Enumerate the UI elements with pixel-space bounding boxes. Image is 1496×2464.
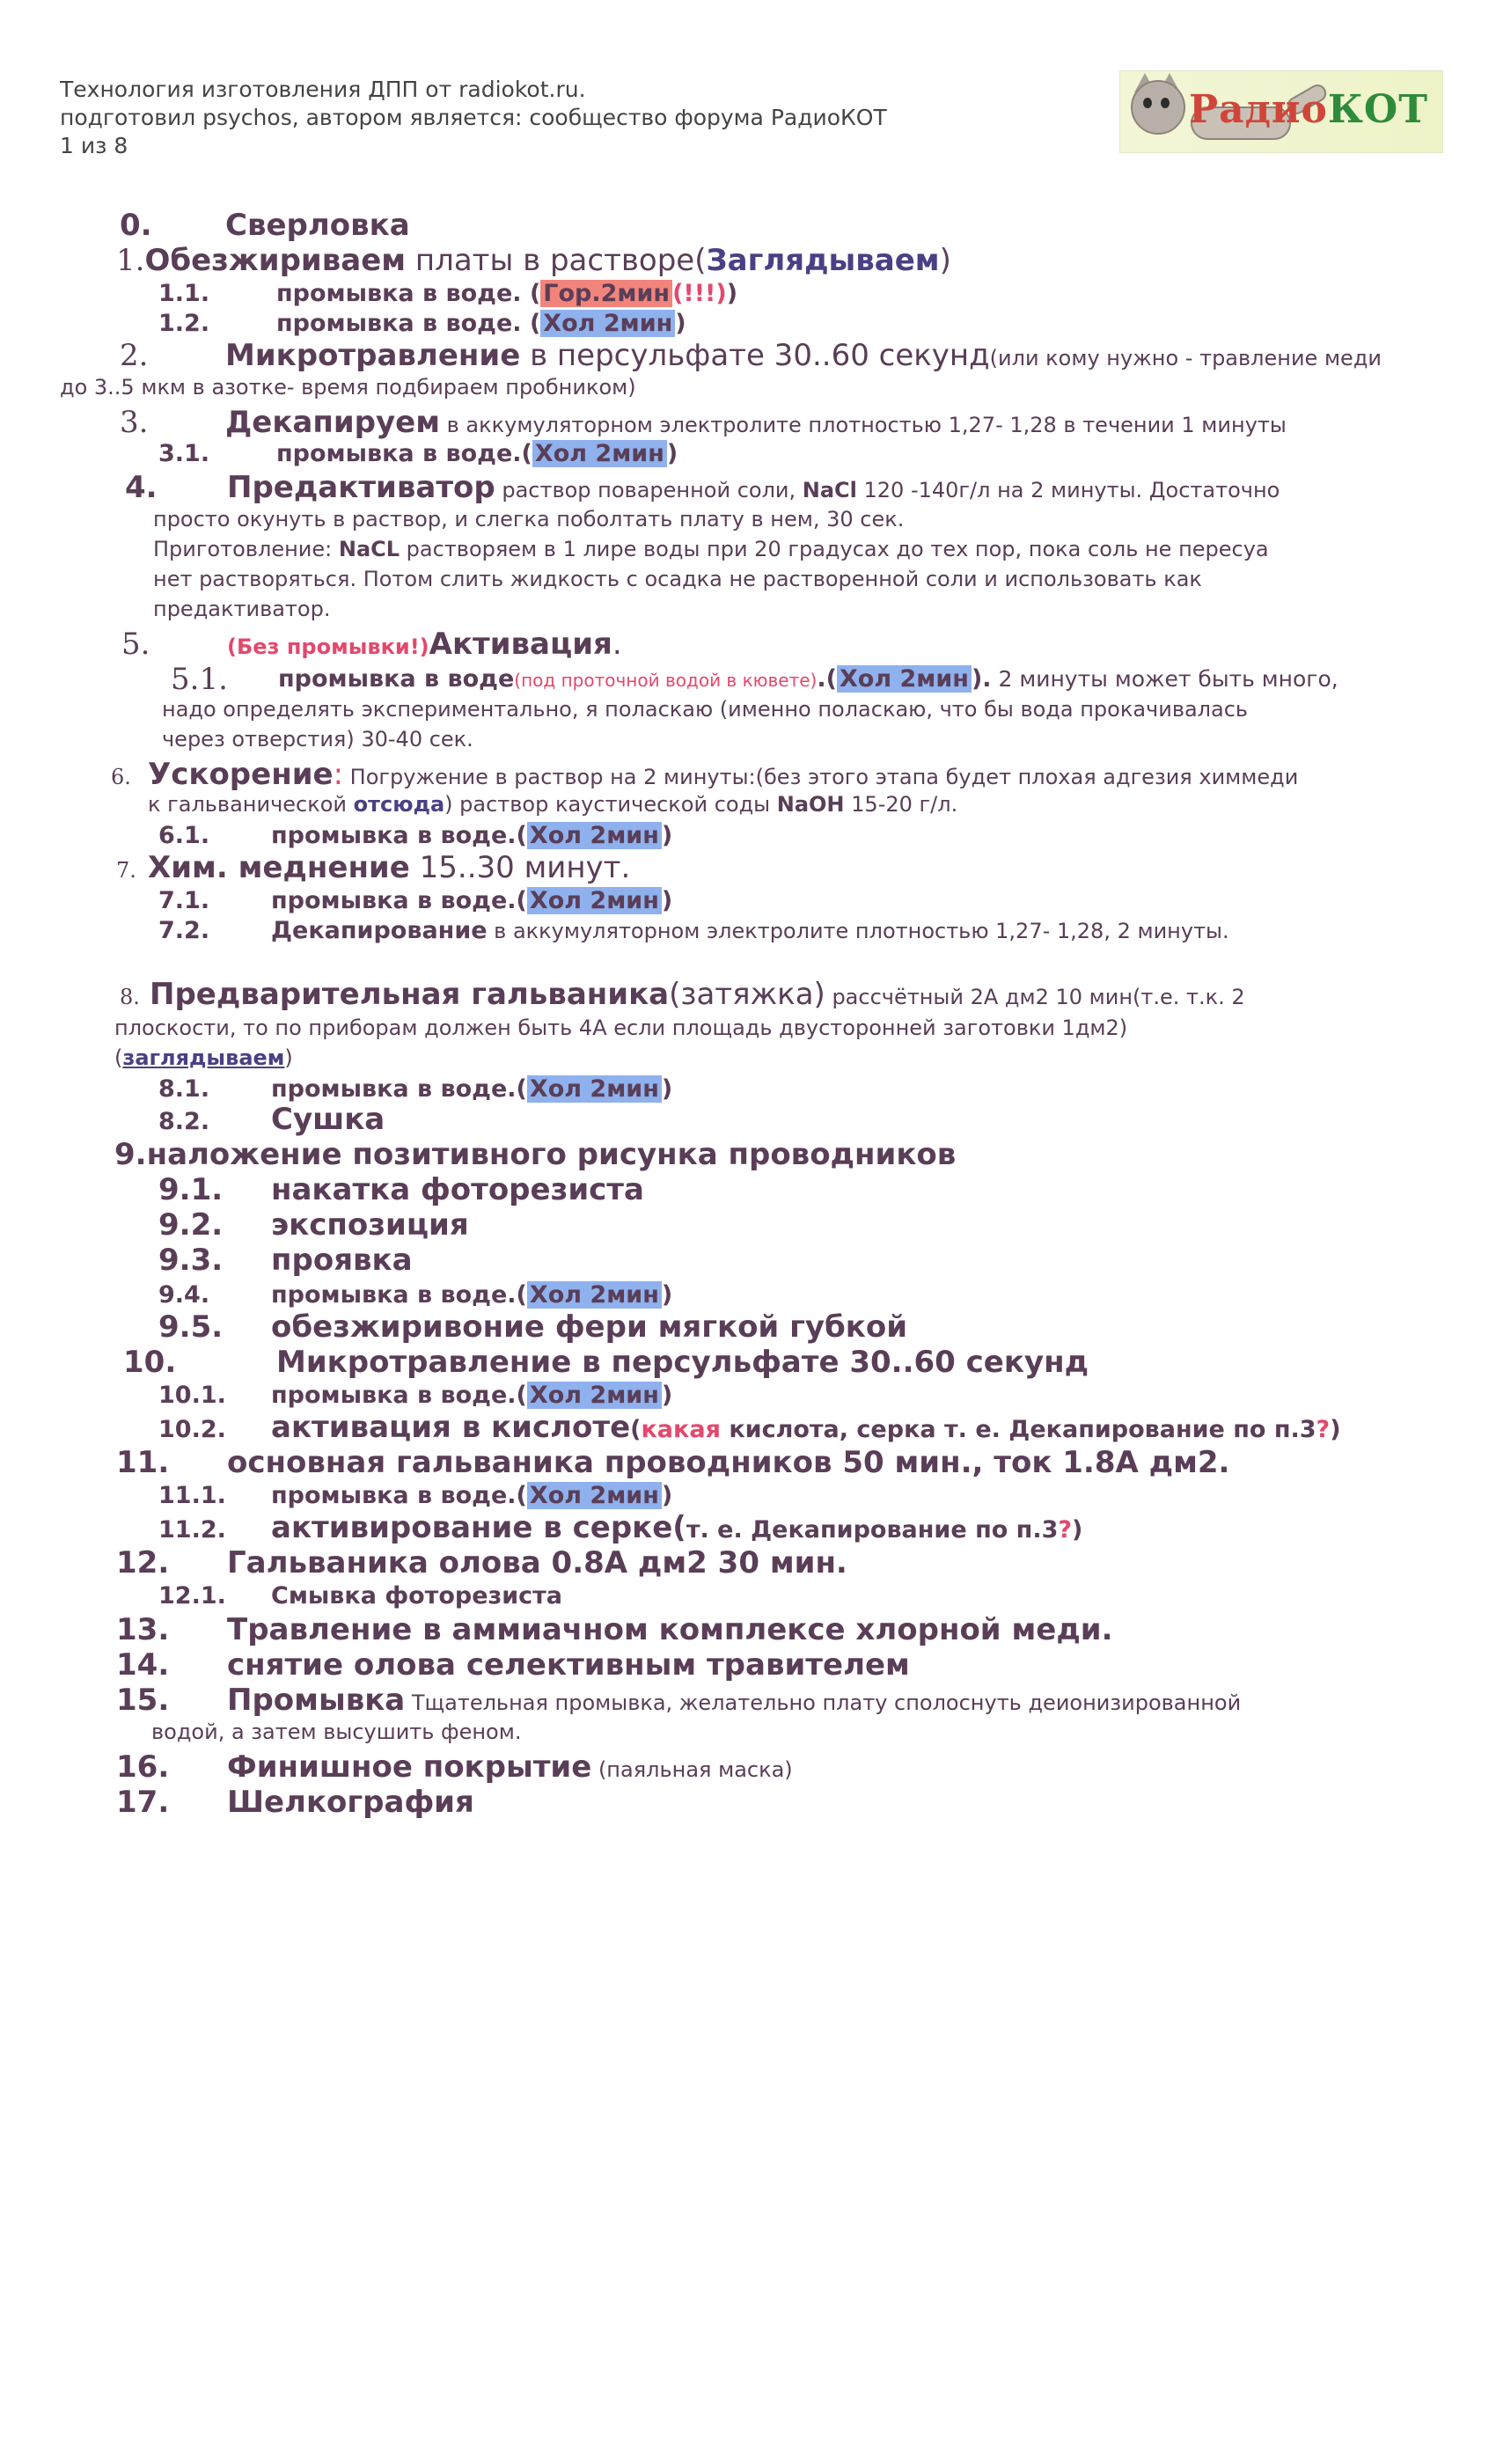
step-15: 15. Промывка Тщательная промывка, желательно плату сполоснуть деионизированной xyxy=(116,1683,1242,1718)
step-15-line2: водой, а затем высушить феном. xyxy=(151,1720,522,1744)
document-header xyxy=(60,76,887,160)
cat-eye-icon xyxy=(1143,98,1152,108)
step-3: 3. Декапируем в аккумуляторном электролите плотностью 1,27- 1,28 в течении 1 минуты xyxy=(120,405,1287,440)
step-1: 1.Обезжириваем платы в растворе(Заглядываем) xyxy=(116,243,951,278)
cat-eye-icon xyxy=(1161,98,1170,108)
step-9: 9.наложение позитивного рисунка проводников xyxy=(114,1137,957,1172)
radiokot-logo xyxy=(1119,70,1443,153)
link-zaglyadyvaem-2[interactable]: заглядываем xyxy=(122,1045,285,1070)
step-7: 7. Хим. меднение 15..30 минут. xyxy=(116,850,631,885)
step-6: 6. Ускорение: Погружение в раствор на 2 минуты:(без этого этапа будет плохая адгезия химмеди xyxy=(111,757,1299,792)
step-11-1: 11.1. промывка в воде.( Хол 2мин ) xyxy=(158,1482,673,1509)
step-7-1: 7.1. промывка в воде.( Хол 2мин ) xyxy=(158,887,673,914)
step-9-3: 9.3. проявка xyxy=(158,1243,413,1278)
step-2-cont: до 3..5 мкм в азотке- время подбираем пробником) xyxy=(60,375,636,400)
step-6-1: 6.1. промывка в воде.( Хол 2мин ) xyxy=(158,822,673,849)
step-17: 17. Шелкография xyxy=(116,1785,474,1820)
step-0: 0. Сверловка xyxy=(120,208,410,243)
step-4-line4: нет растворяться. Потом слить жидкость с осадка не растворенной соли и использовать как xyxy=(153,567,1202,591)
step-8-line2: плоскости, то по приборам должен быть 4А если площадь двусторонней заготовки 1дм2) xyxy=(114,1016,1128,1040)
step-11: 11. основная гальваника проводников 50 мин., ток 1.8А дм2. xyxy=(116,1445,1230,1480)
step-10-1: 10.1. промывка в воде.( Хол 2мин ) xyxy=(158,1382,673,1409)
step-5: 5. (Без промывки!)Активация. xyxy=(121,627,622,662)
page-number: 1 из 8 xyxy=(60,133,128,158)
step-2: 2. Микротравление в персульфате 30..60 секунд(или кому нужно - травление меди xyxy=(120,338,1382,373)
step-12-1: 12.1. Смывка фоторезиста xyxy=(158,1582,562,1610)
cat-head-icon xyxy=(1131,80,1185,135)
step-16: 16. Финишное покрытие (паяльная маска) xyxy=(116,1749,793,1785)
step-9-1: 9.1. накатка фоторезиста xyxy=(158,1172,644,1207)
step-1-1: 1.1. промывка в воде. ( Гор.2мин (!!!)) xyxy=(158,280,738,307)
link-otsyuda[interactable]: отсюда xyxy=(353,792,445,817)
step-1-2: 1.2. промывка в воде. ( Хол 2мин ) xyxy=(158,310,686,337)
step-8-1: 8.1. промывка в воде.( Хол 2мин ) xyxy=(158,1075,673,1103)
step-13: 13. Травление в аммиачном комплексе хлорной меди. xyxy=(116,1612,1113,1647)
step-5-1-line2: надо определять экспериментально, я поласкаю (именно поласкаю, что бы вода прокачивалась xyxy=(162,697,1249,722)
step-4-line2: просто окунуть в раствор, и слегка поболтать плату в нем, 30 сек. xyxy=(153,507,905,532)
step-14: 14. снятие олова селективным травителем xyxy=(116,1647,910,1683)
step-4-line5: предактиватор. xyxy=(153,597,331,621)
step-12: 12. Гальваника олова 0.8А дм2 30 мин. xyxy=(116,1545,847,1580)
logo-text: РадиоКОТ xyxy=(1188,87,1428,132)
step-8: 8. Предварительная гальваника(затяжка) рассчётный 2А дм2 10 мин(т.е. т.к. 2 xyxy=(120,977,1245,1012)
step-8-2: 8.2. Сушка xyxy=(158,1102,385,1137)
header-author: подготовил psychos, автором является: сообщество форума РадиоКОТ xyxy=(60,105,887,130)
step-5-1: 5.1. промывка в воде(под проточной водой в кювете).( Хол 2мин ). 2 минуты может быть много, xyxy=(171,662,1338,697)
step-9-2: 9.2. экспозиция xyxy=(158,1207,469,1243)
step-4-line3: Приготовление: NaCL растворяем в 1 лире воды при 20 градусах до тех пор, пока соль не пересуа xyxy=(153,537,1269,561)
header-title: Технология изготовления ДПП от radiokot.ru. xyxy=(60,77,586,102)
step-8-line3: (заглядываем) xyxy=(114,1045,293,1070)
step-3-1: 3.1. промывка в воде.( Хол 2мин ) xyxy=(158,440,678,467)
step-5-1-line3: через отверстия) 30-40 сек. xyxy=(162,727,473,752)
step-11-2: 11.2. активирование в серке(т. е. Декапирование по п.3?) xyxy=(158,1510,1083,1545)
step-9-5: 9.5. обезжиривоние фери мягкой губкой xyxy=(158,1309,908,1345)
step-10-2: 10.2. активация в кислоте(какая кислота, серка т. е. Декапирование по п.3?) xyxy=(158,1410,1341,1445)
step-9-4: 9.4. промывка в воде.( Хол 2мин ) xyxy=(158,1281,673,1309)
link-zaglyadyvaem[interactable]: Заглядываем xyxy=(706,243,940,278)
step-4: 4. Предактиватор раствор поваренной соли, NaCl 120 -140г/л на 2 минуты. Достаточно xyxy=(125,470,1280,505)
step-10: 10. Микротравление в персульфате 30..60 секунд xyxy=(123,1345,1089,1380)
step-7-2: 7.2. Декапирование в аккумуляторном электролите плотностью 1,27- 1,28, 2 минуты. xyxy=(158,917,1229,944)
step-6-line2: к гальванической отсюда) раствор каустической соды NaOH 15-20 г/л. xyxy=(148,792,958,817)
